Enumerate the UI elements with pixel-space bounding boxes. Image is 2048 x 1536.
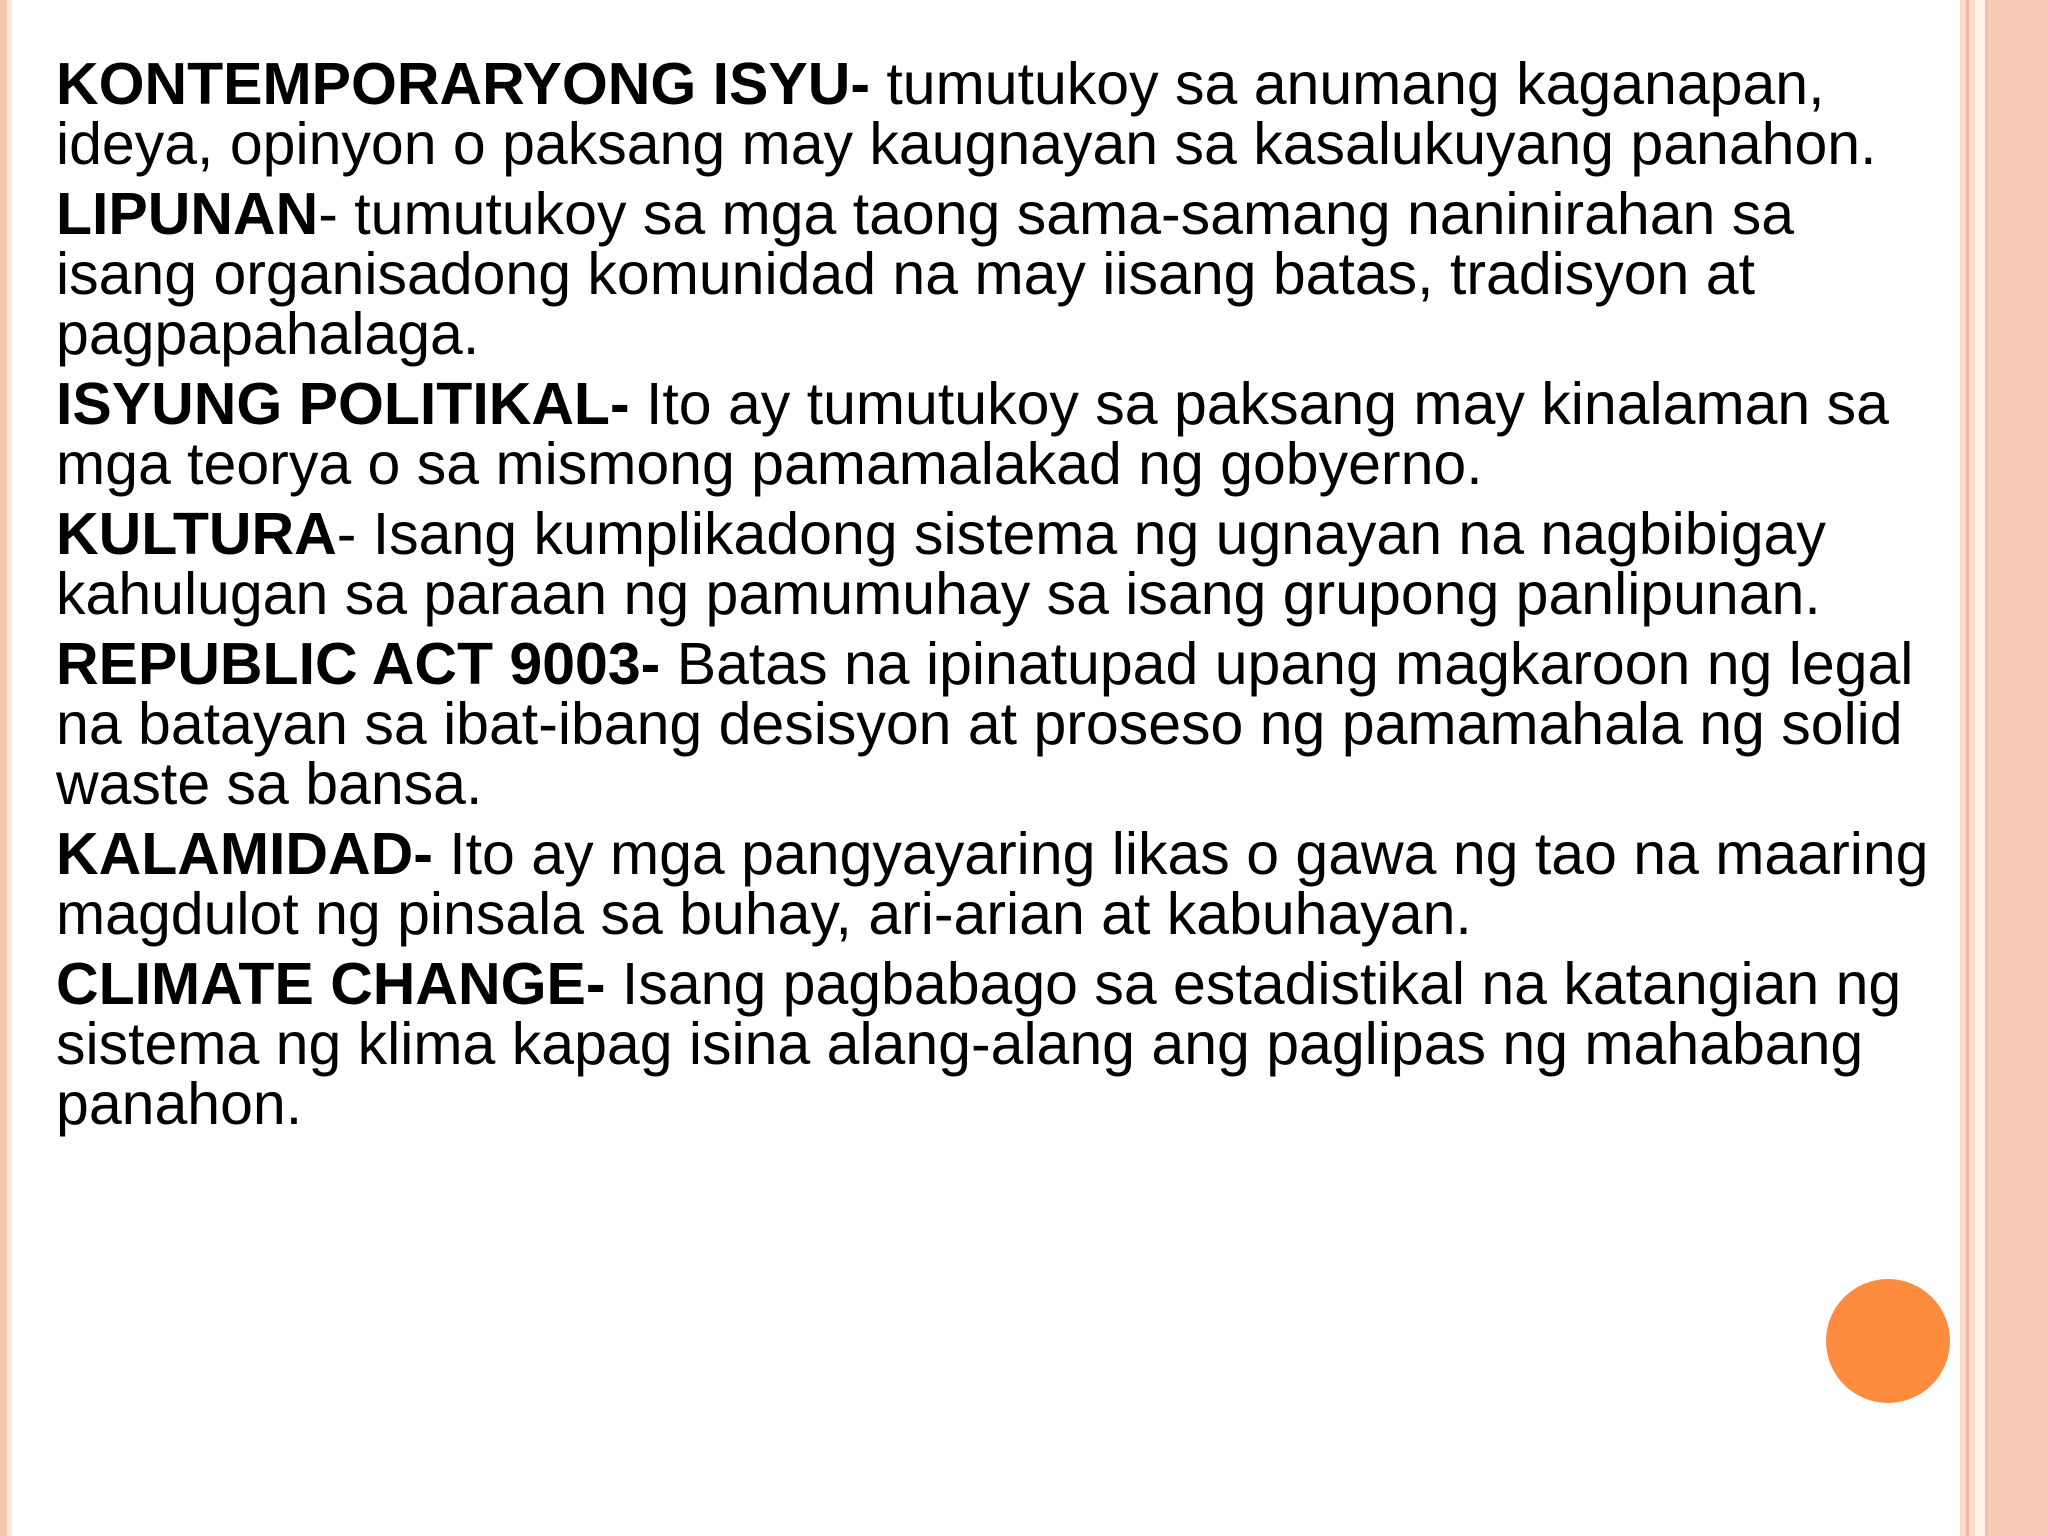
definition-entry-kontemporaryong-isyu [56, 51, 1946, 177]
definition: tumutukoy sa anumang kaganapan, ideya, opinyon o paksang may kaugnayan sa kasalukuyang panahon. [56, 51, 1877, 177]
right-band-line [1966, 0, 1969, 1536]
definition-entry-republic-act-9003 [56, 631, 1946, 817]
left-stripe-outer [0, 0, 7, 1536]
definition: - tumutukoy sa mga taong sama-samang naninirahan sa isang organisadong komunidad na may iisang batas, tradisyon at pagpapahalaga. [56, 181, 1795, 367]
definition: - Isang kumplikadong sistema ng ugnayan na nagbibigay kahulugan sa paraan ng pamumuhay sa isang grupong panlipunan. [56, 501, 1826, 627]
definition: Isang pagbabago sa estadistikal na katangian ng sistema ng klima kapag isina alang-alang ang paglipas ng mahabang panahon. [56, 951, 1902, 1137]
term: ISYUNG POLITIKAL- [56, 371, 630, 437]
definition: Batas na ipinatupad upang magkaroon ng legal na batayan sa ibat-ibang desisyon at proseso ng pamamahala ng solid waste sa bansa. [56, 631, 1914, 817]
term: REPUBLIC ACT 9003- [56, 631, 661, 697]
definition-entry-kultura [56, 501, 1946, 627]
left-stripe-inner [7, 0, 12, 1536]
term: KULTURA [56, 501, 337, 567]
definitions-list [56, 51, 1946, 1144]
definition: Ito ay tumutukoy sa paksang may kinalaman sa mga teorya o sa mismong pamamalakad ng gobyerno. [56, 371, 1889, 497]
term: LIPUNAN [56, 181, 319, 247]
term: KONTEMPORARYONG ISYU- [56, 51, 871, 117]
definition-entry-lipunan [56, 181, 1946, 367]
definition: Ito ay mga pangyayaring likas o gawa ng tao na maaring magdulot ng pinsala sa buhay, ari-arian at kabuhayan. [56, 821, 1929, 947]
orange-circle-decoration [1826, 1279, 1950, 1403]
right-band-line [1975, 0, 1985, 1536]
right-band-line [1988, 0, 2048, 1536]
term: KALAMIDAD- [56, 821, 433, 887]
term: CLIMATE CHANGE- [56, 951, 606, 1017]
definition-entry-isyung-politikal [56, 371, 1946, 497]
definition-entry-kalamidad [56, 821, 1946, 947]
definition-entry-climate-change [56, 951, 1946, 1137]
